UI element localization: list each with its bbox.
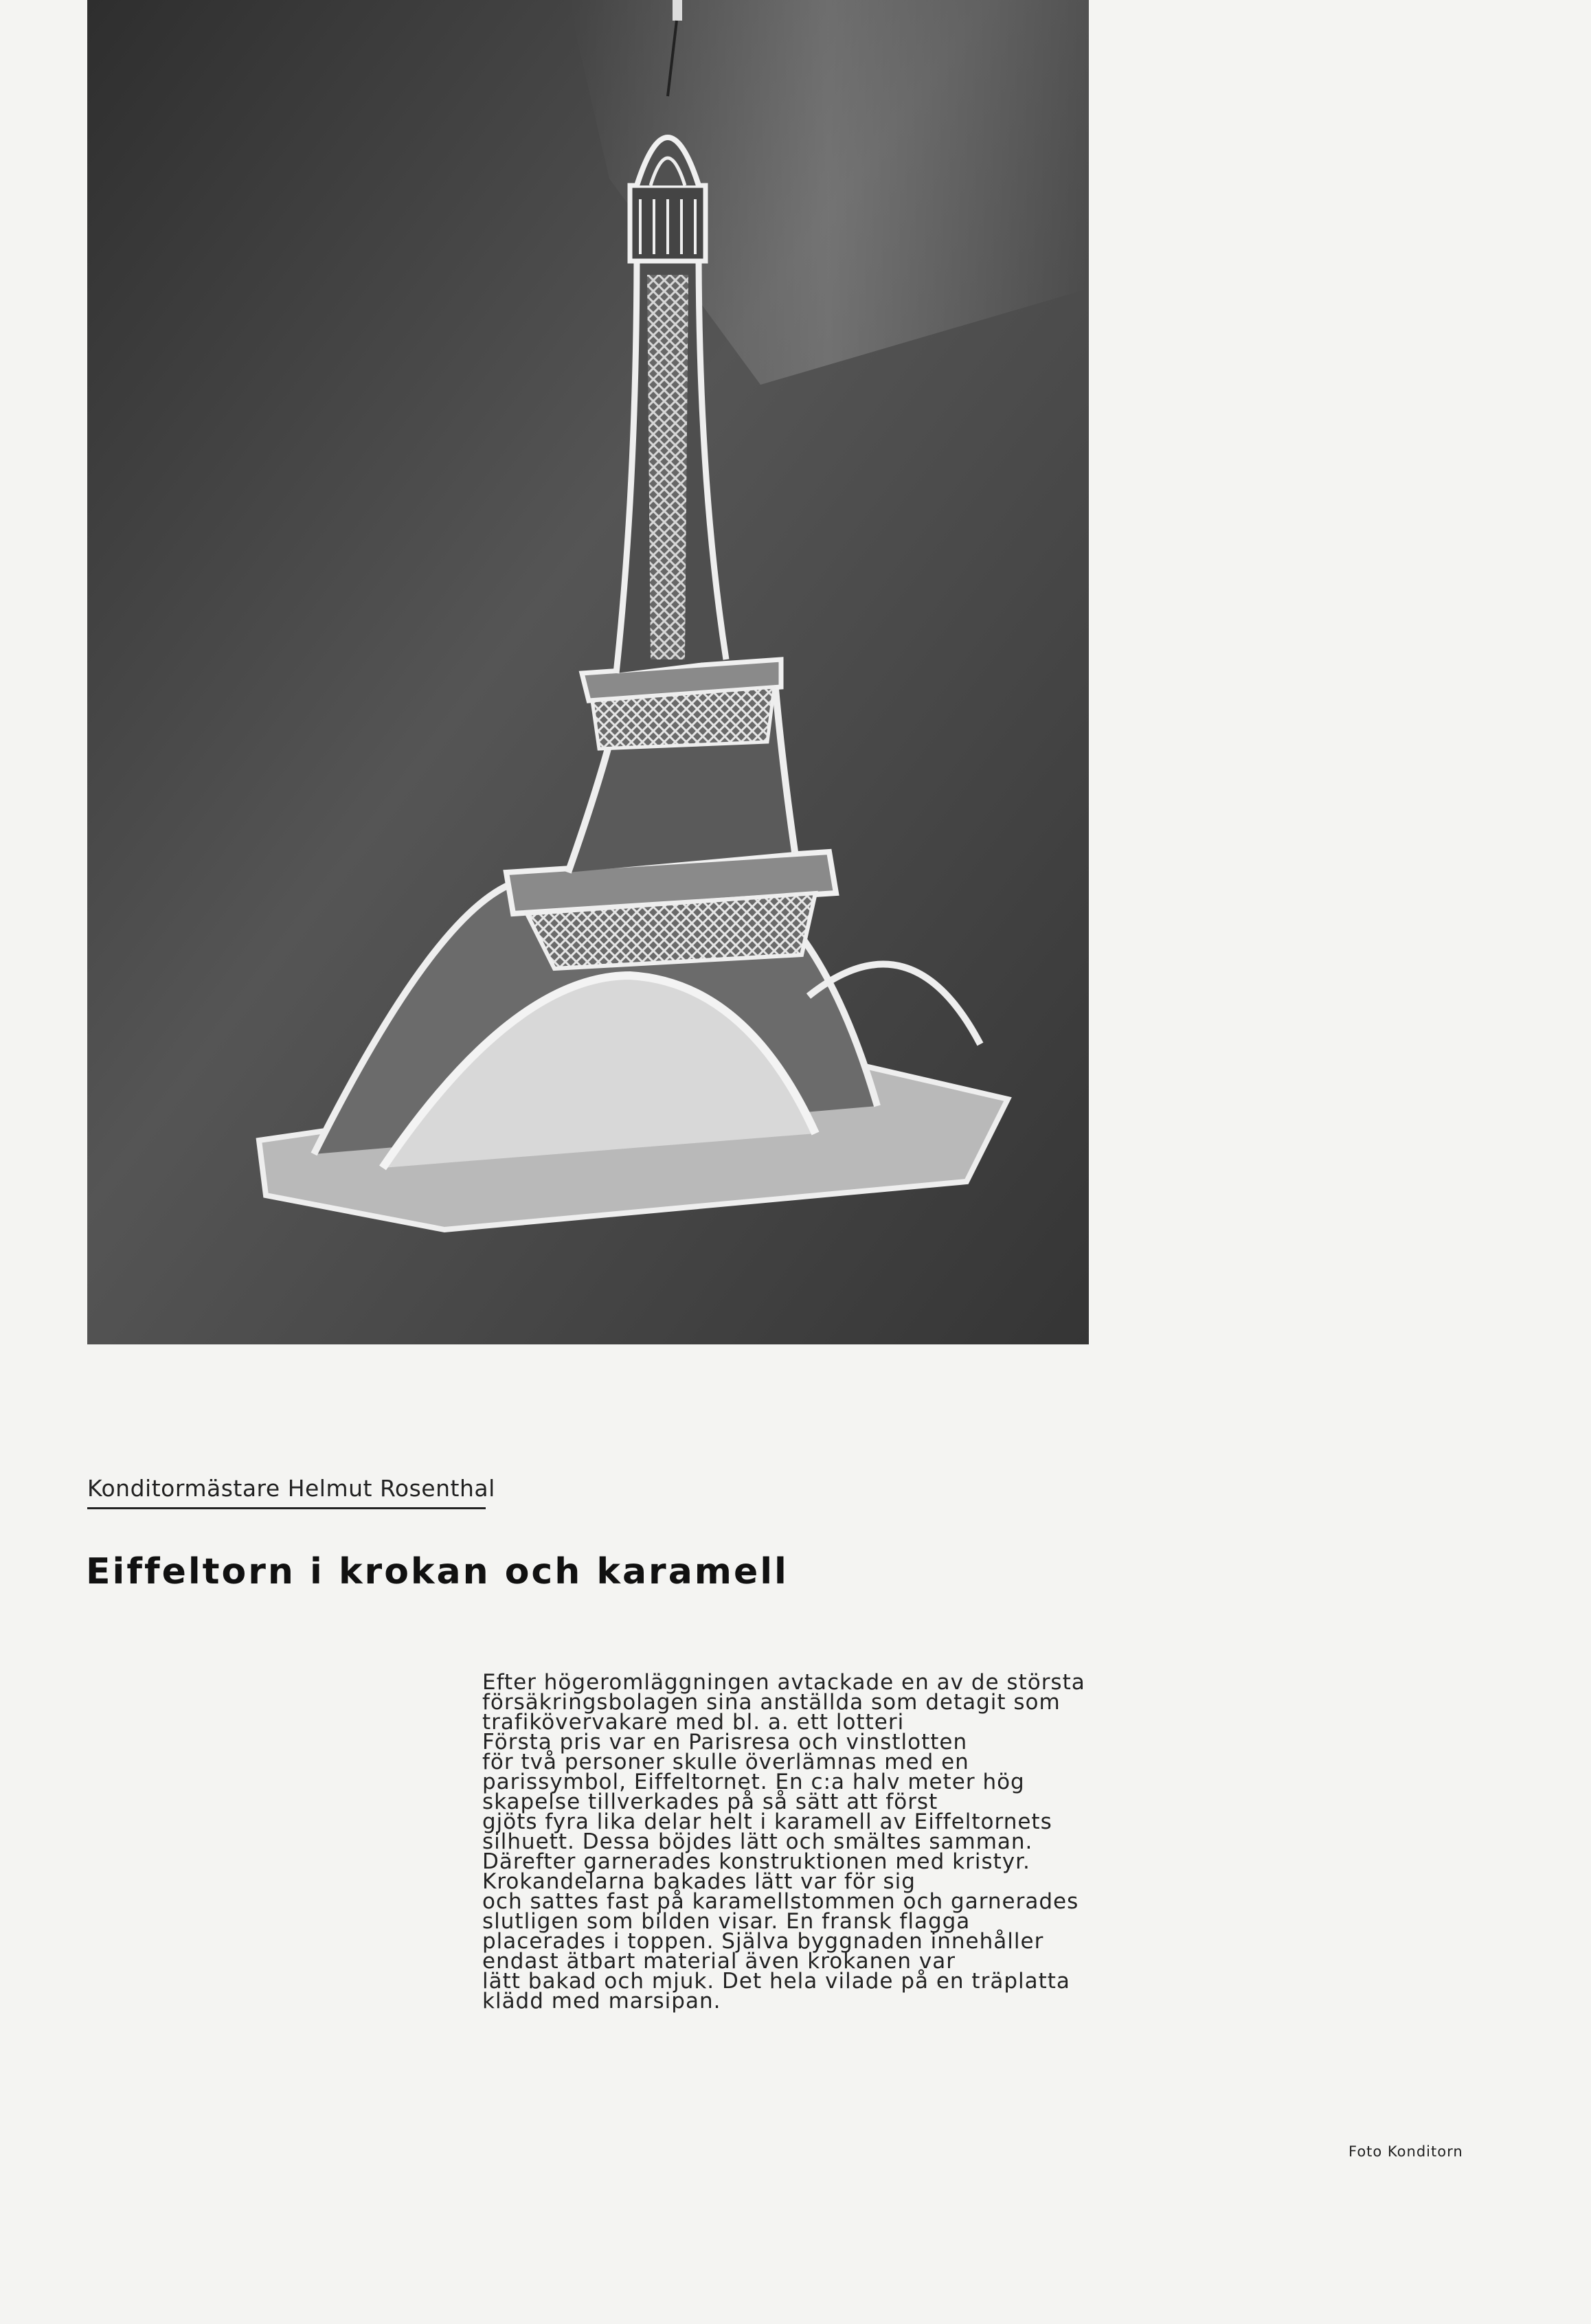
body-line: försäkringsbolagen sina anställda som detagit som — [482, 1690, 1061, 1715]
body-line: endast ätbart material även krokanen var — [482, 1949, 956, 1974]
author-byline: Konditormästare Helmut Rosenthal — [87, 1475, 495, 1502]
body-line: gjöts fyra lika delar helt i karamell av Eiffeltornets — [482, 1809, 1052, 1834]
body-line: Därefter garnerades konstruktionen med kristyr. — [482, 1849, 1030, 1874]
body-line: slutligen som bilden visar. En fransk flagga — [482, 1909, 971, 1934]
body-line: lätt bakad och mjuk. Det hela vilade på en träplatta — [482, 1969, 1070, 1994]
body-line: placerades i toppen. Själva byggnaden innehåller — [482, 1929, 1044, 1954]
body-line: trafikövervakare med bl. a. ett lotteri — [482, 1710, 905, 1735]
byline-underline — [87, 1507, 486, 1509]
body-line: för två personer skulle överlämnas med en — [482, 1750, 969, 1774]
photo-credit: Foto Konditorn — [1349, 2143, 1463, 2160]
body-line: klädd med marsipan. — [482, 1989, 721, 2013]
body-line: Krokandelarna bakades lätt var för sig — [482, 1869, 916, 1894]
article-body — [482, 1670, 1101, 2013]
body-line: Första pris var en Parisresa och vinstlotten — [482, 1730, 968, 1755]
body-line: silhuett. Dessa böjdes lätt och smältes samman. — [482, 1829, 1033, 1854]
body-line: Efter högeromläggningen avtackade en av de största — [482, 1670, 1085, 1695]
body-line: och sattes fast på karamellstommen och garnerades — [482, 1889, 1079, 1914]
eiffel-tower-photo — [87, 0, 1089, 1344]
body-line: parissymbol, Eiffeltornet. En c:a halv meter hög — [482, 1770, 1025, 1794]
article-title: Eiffeltorn i krokan och karamell — [86, 1551, 789, 1592]
body-line: skapelse tillverkades på så sätt att först — [482, 1790, 938, 1814]
eiffel-tower-illustration — [87, 0, 1089, 1344]
